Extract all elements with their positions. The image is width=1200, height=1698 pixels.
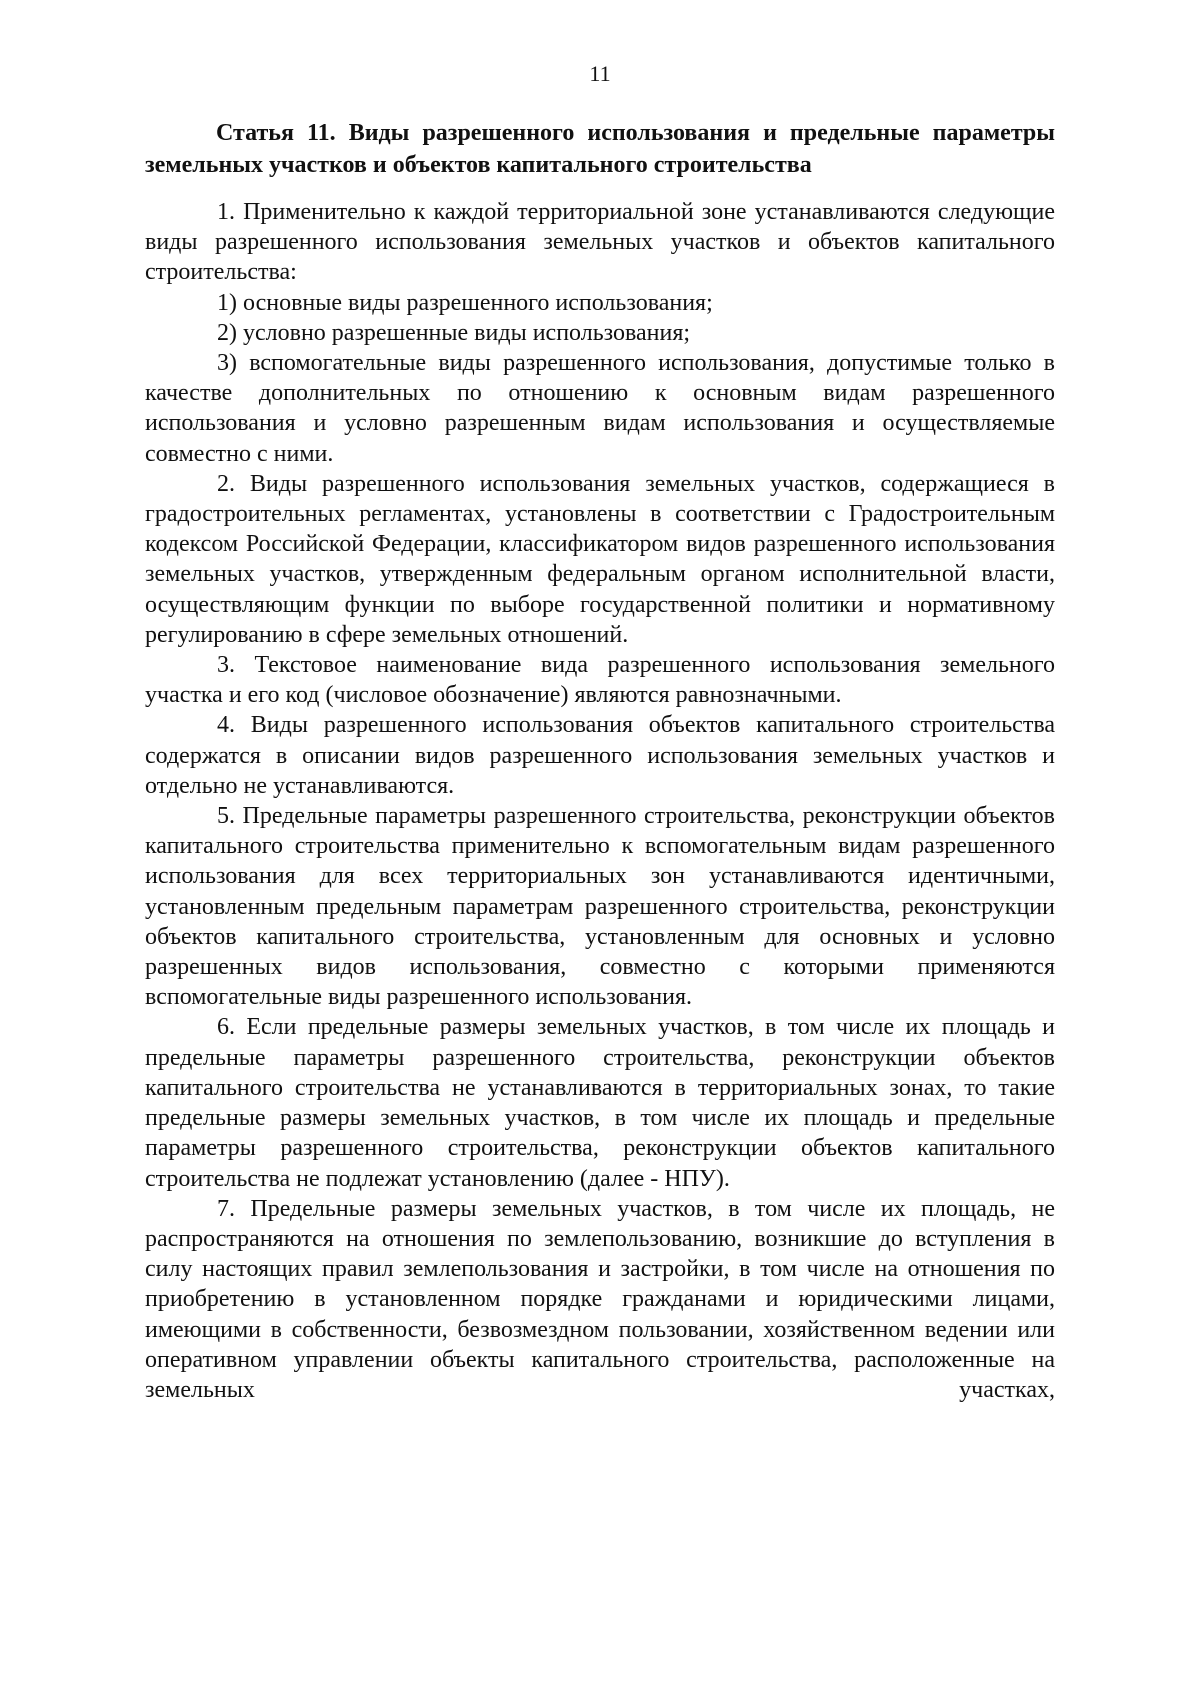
paragraph-1-item-1: 1) основные виды разрешенного использования; bbox=[217, 289, 713, 316]
paragraph-1: 1. Применительно к каждой территориальной зоне устанавливаются следующие виды разрешенного использования земельных участков и объектов капитального строительства: bbox=[145, 199, 1055, 286]
paragraph-5: 5. Предельные параметры разрешенного строительства, реконструкции объектов капитального строительства применительно к вспомогательным видам разрешенного использования для всех территориальных зон устанавливаются идентичными, установленным предельным параметрам разрешенного строительства, реконструкции объектов капитального строительства, установленным для основных и условно разрешенных видов использования, совместно с которыми применяются вспомогательные виды разрешенного использования. bbox=[145, 803, 1055, 1011]
paragraph-1-item-2: 2) условно разрешенные виды использования; bbox=[217, 319, 691, 346]
paragraph-2: 2. Виды разрешенного использования земельных участков, содержащиеся в градостроительных регламентах, установлены в соответствии с Градостроительным кодексом Российской Федерации, классификатором видов разрешенного использования земельных участков, утвержденным федеральным органом исполнительной власти, осуществляющим функции по выборе государственной политики и нормативному регулированию в сфере земельных отношений. bbox=[145, 470, 1055, 648]
paragraph-3: 3. Текстовое наименование вида разрешенного использования земельного участка и его код (числовое обозначение) являются равнозначными. bbox=[145, 652, 1055, 709]
paragraph-6: 6. Если предельные размеры земельных участков, в том числе их площадь и предельные параметры разрешенного строительства, реконструкции объектов капитального строительства не устанавливаются в территориальных зонах, то такие предельные размеры земельных участков, в том числе их площадь и предельные параметры разрешенного строительства, реконструкции объектов капитального строительства не подлежат установлению (далее - НПУ). bbox=[145, 1014, 1055, 1192]
paragraph-4: 4. Виды разрешенного использования объектов капитального строительства содержатся в описании видов разрешенного использования земельных участков и отдельно не устанавливаются. bbox=[145, 712, 1055, 799]
document-body bbox=[145, 117, 1055, 1405]
page-number: 11 bbox=[589, 61, 611, 86]
article-heading: Статья 11. Виды разрешенного использования и предельные параметры земельных участков и объектов капитального строительства bbox=[145, 120, 1055, 178]
paragraph-1-item-3: 3) вспомогательные виды разрешенного использования, допустимые только в качестве дополнительных по отношению к основным видам разрешенного использования и условно разрешенным видам использования и осуществляемые совместно с ними. bbox=[145, 350, 1055, 467]
paragraph-7: 7. Предельные размеры земельных участков, в том числе их площадь, не распространяются на отношения по землепользованию, возникшие до вступления в силу настоящих правил землепользования и застройки, в том числе на отношения по приобретению в установленном порядке гражданами и юридическими лицами, имеющими в собственности, безвозмездном пользовании, хозяйственном ведении или оперативном управлении объекты капитального строительства, расположенные на земельных участках, bbox=[145, 1195, 1055, 1403]
